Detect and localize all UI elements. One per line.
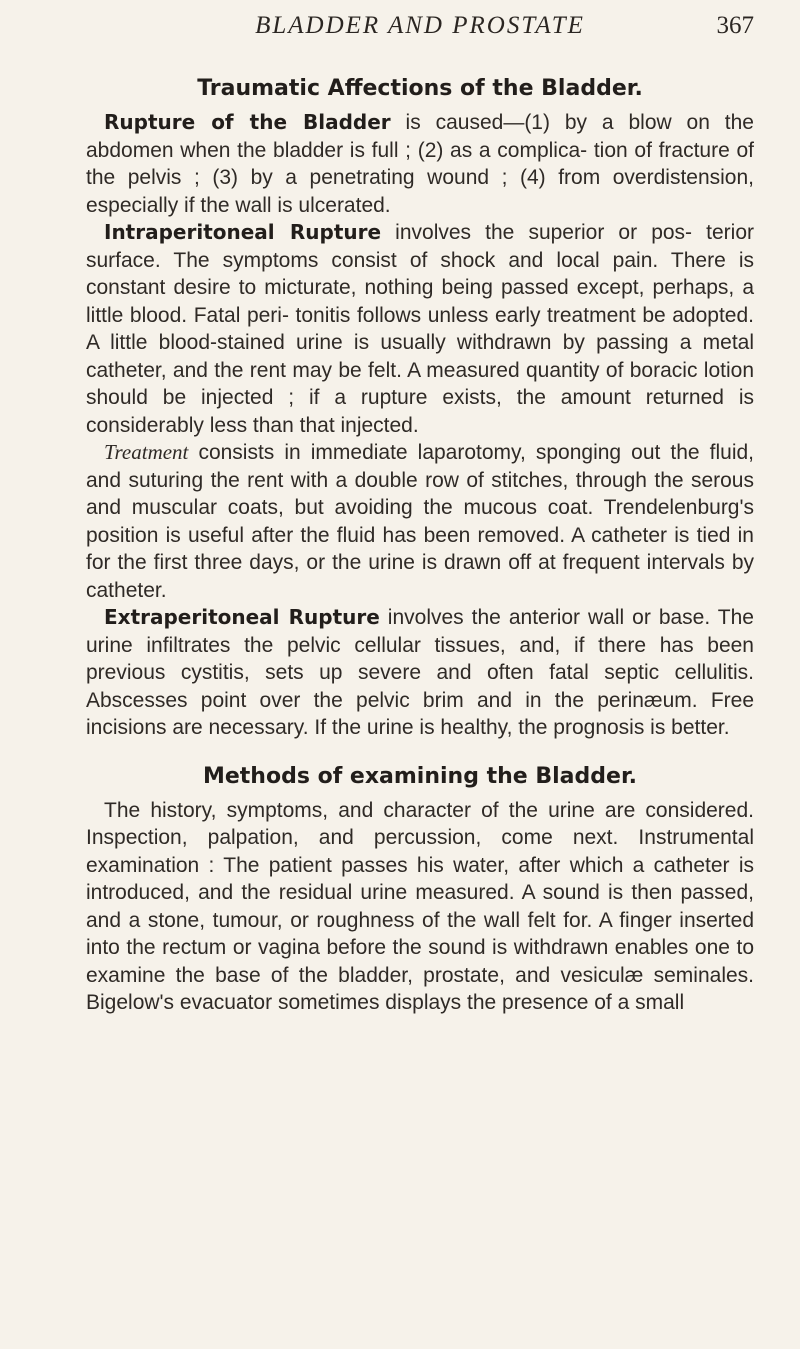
paragraph-rupture <box>86 109 754 219</box>
section-methods-of-examining <box>86 764 754 1017</box>
run-in-heading-italic: Treatment <box>104 440 189 464</box>
run-in-heading: Rupture of the Bladder <box>104 110 391 134</box>
section-traumatic-affections <box>86 76 754 742</box>
run-in-heading: Extraperitoneal Rupture <box>104 605 380 629</box>
paragraph-text: involves the superior or pos- terior surface. The symptoms consist of shock and local pain. There is constant desire to micturate, nothing being passed except, perhaps, a little blood. Fatal peri- tonitis follows unless early treatment be adopted. A little blood-stained urine is usually withdrawn by passing a metal catheter, and the rent may be felt. A measured quantity of boracic lotion should be injected ; if a rupture exists, the amount returned is considerably less than that injected. <box>86 221 754 437</box>
paragraph-intraperitoneal <box>86 219 754 439</box>
paragraph-text: involves the anterior wall or base. The urine infiltrates the pelvic cellular tissues, and, if there has been previous cystitis, sets up severe and often fatal septic cellulitis. Abscesses point over the pelvic brim and in the perinæum. Free incisions are necessary. If the urine is healthy, the prognosis is better. <box>86 606 754 739</box>
running-title: BLADDER AND PROSTATE <box>255 12 585 39</box>
paragraph-text: consists in immediate laparotomy, sponging out the fluid, and suturing the rent with a double row of stitches, through the serous and muscular coats, but avoiding the mucous coat. Trendelenburg's position is useful after the fluid has been removed. A catheter is tied in for the first three days, or the urine is drawn off at frequent intervals by catheter. <box>86 441 754 602</box>
running-header <box>86 10 754 54</box>
book-page <box>0 10 800 1349</box>
page-number: 367 <box>716 12 754 39</box>
paragraph-treatment <box>86 439 754 604</box>
section-heading: Methods of examining the Bladder. <box>202 763 638 789</box>
run-in-heading: Intraperitoneal Rupture <box>104 220 382 244</box>
section-heading: Traumatic Affections of the Bladder. <box>197 76 643 101</box>
paragraph-extraperitoneal <box>86 604 754 742</box>
paragraph-text: is caused—(1) by a blow on the abdomen when the bladder is full ; (2) as a complica- tion of fracture of the pelvis ; (3) by a penetrating wound ; (4) from overdistension, especially if the wall is ulcerated. <box>86 111 754 217</box>
paragraph-examination <box>86 797 754 1017</box>
paragraph-text: The history, symptoms, and character of the urine are considered. Inspection, palpation, and percussion, come next. Instrumental examination : The patient passes his water, after which a catheter is introduced, and the residual urine measured. A sound is then passed, and a stone, tumour, or roughness of the wall felt for. A finger inserted into the rectum or vagina before the sound is withdrawn enables one to examine the base of the bladder, prostate, and vesiculæ seminales. Bigelow's evacuator sometimes displays the presence of a small <box>86 798 754 1014</box>
